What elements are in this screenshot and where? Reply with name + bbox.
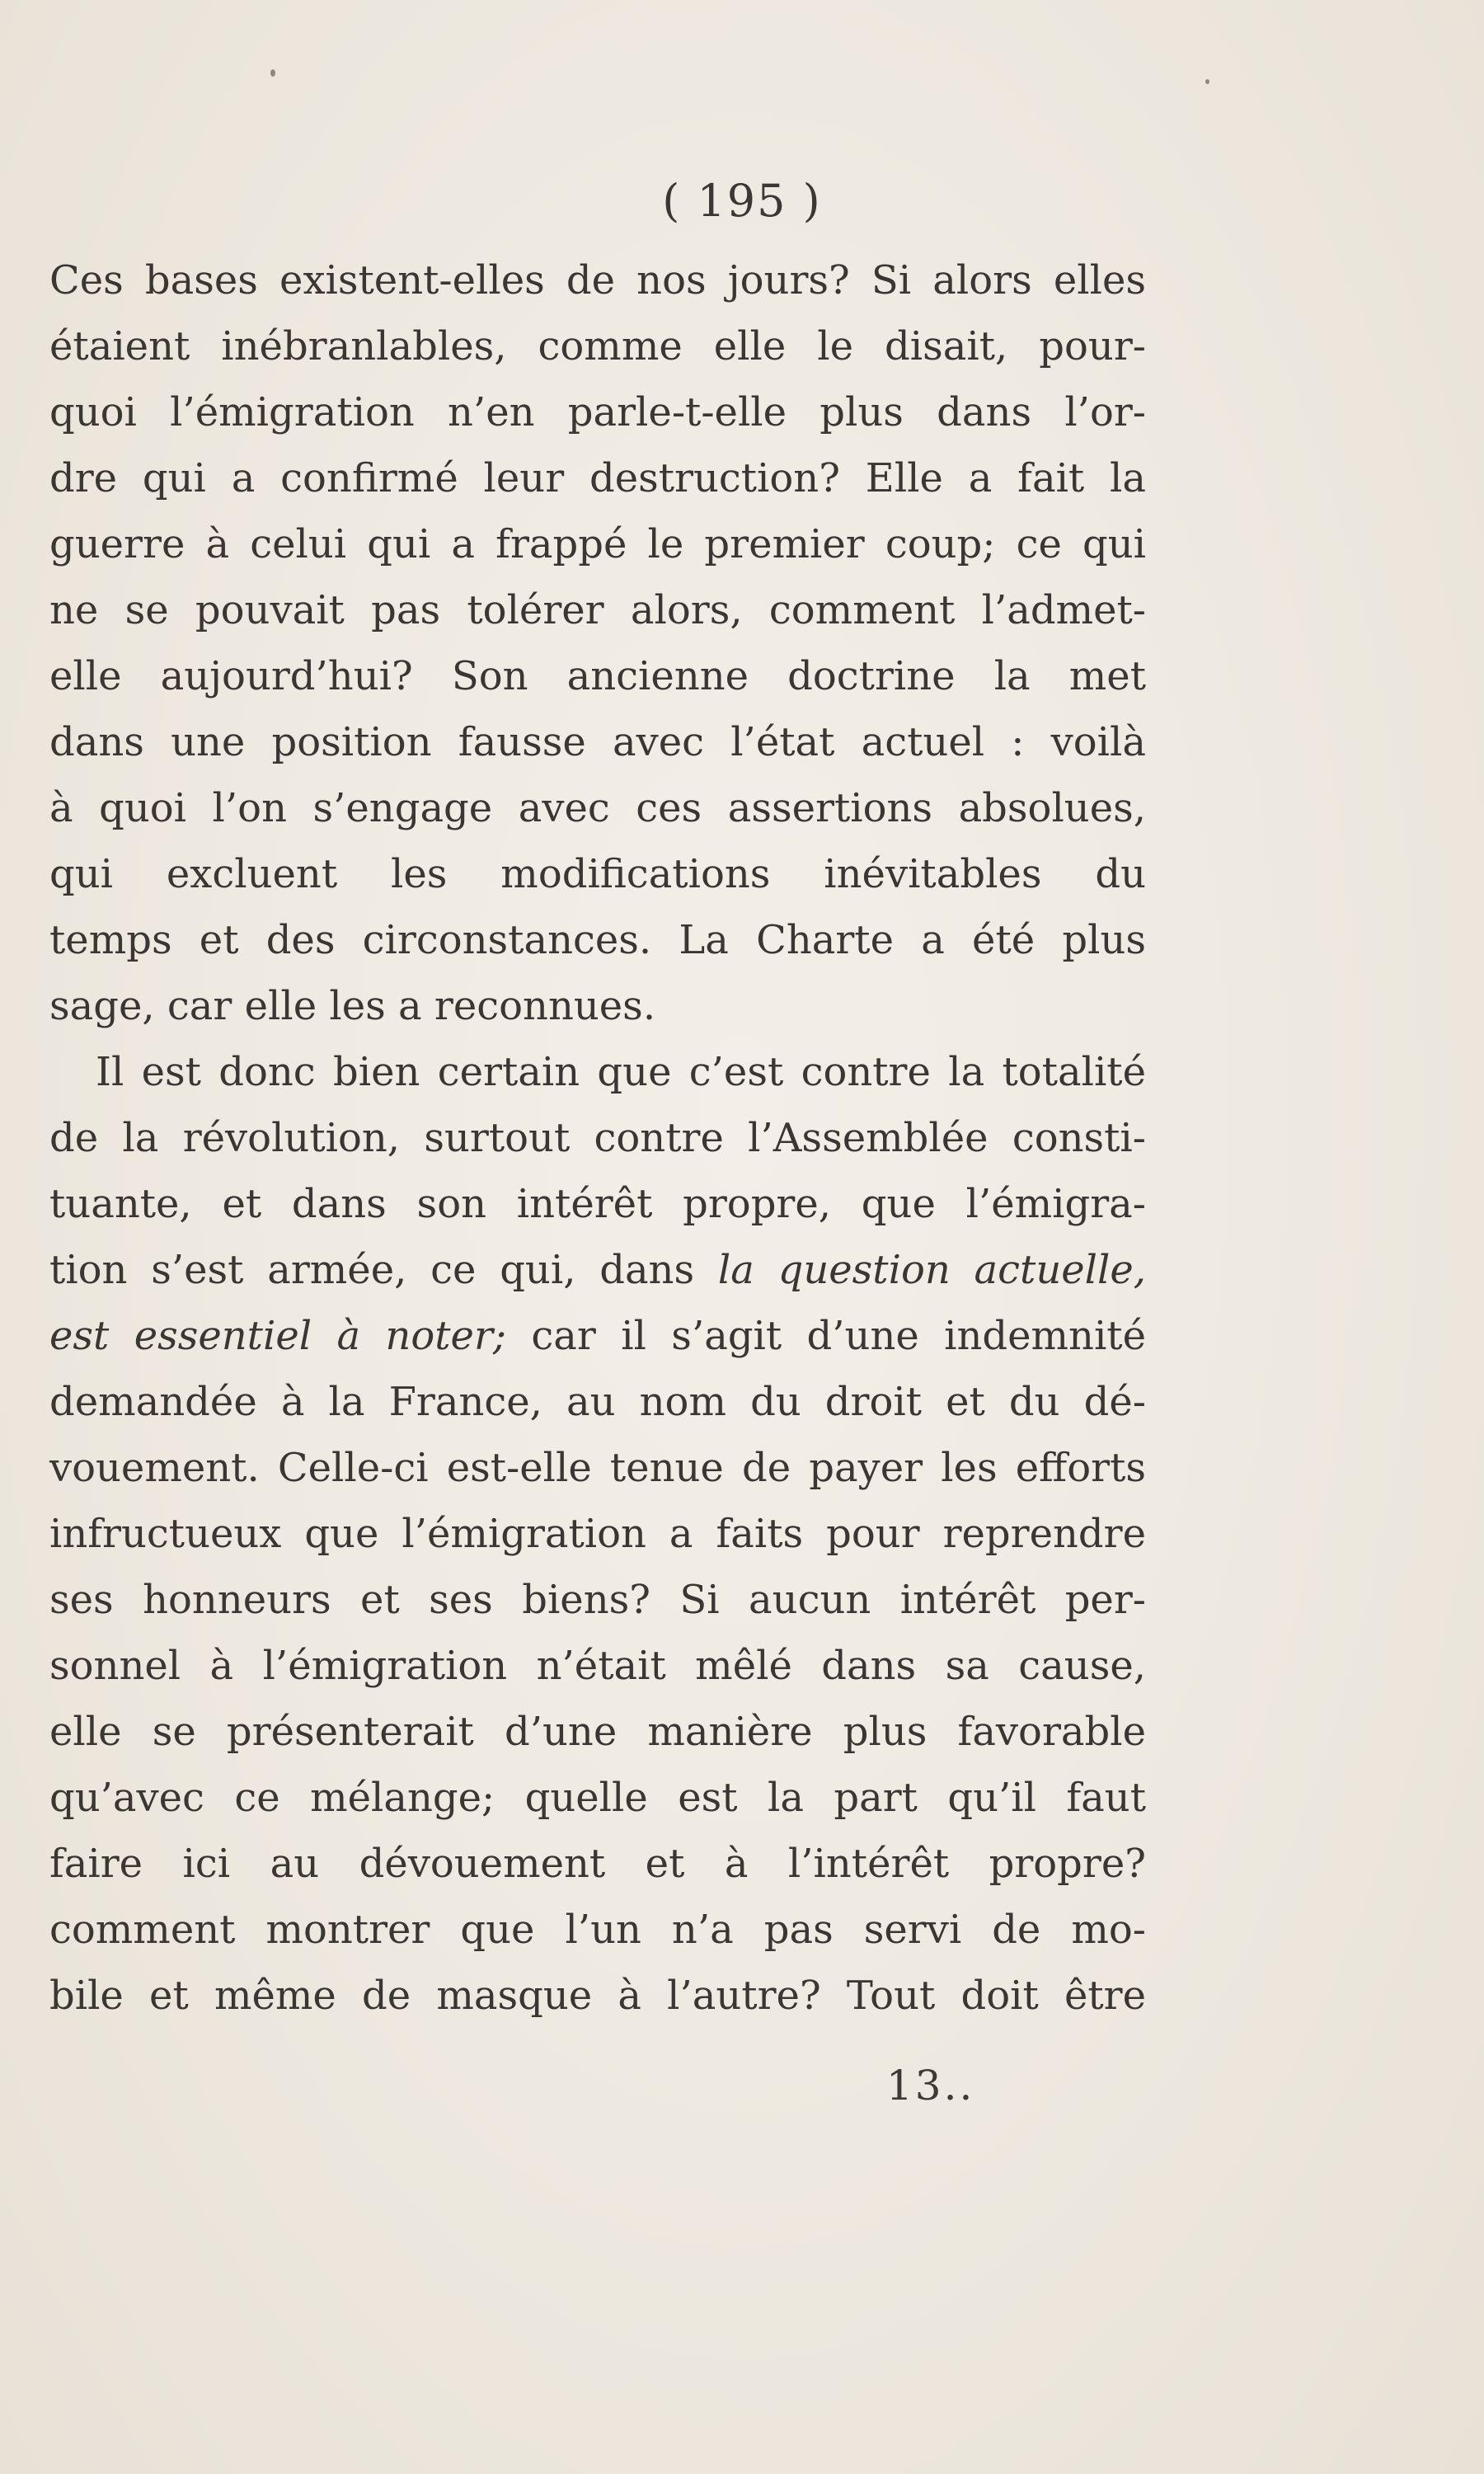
- text-line: guerre à celui qui a frappé le premier coup; ce qui: [49, 521, 1146, 567]
- text-line: dans une position fausse avec l’état actuel : voilà: [49, 719, 1146, 765]
- text-line: quoi l’émigration n’en parle-t-elle plus dans l’or-: [49, 389, 1146, 435]
- signature-mark: 13..: [886, 2062, 975, 2109]
- text-line: faire ici au dévouement et à l’intérêt propre?: [49, 1841, 1146, 1887]
- text-line: elle aujourd’hui? Son ancienne doctrine la met: [49, 653, 1146, 699]
- paragraph-2: [49, 1039, 1146, 2029]
- paragraph-1: [49, 247, 1146, 1039]
- page-number-header: ( 195 ): [662, 175, 822, 227]
- text-line: est essentiel à noter; car il s’agit d’une indemnité: [49, 1313, 1147, 1359]
- page-body: [49, 247, 1146, 2029]
- text-line: qui excluent les modifications inévitables du: [49, 851, 1146, 897]
- text-line: étaient inébranlables, comme elle le disait, pour-: [49, 323, 1146, 369]
- italic-text: la question actuelle,: [717, 1247, 1147, 1293]
- text-line: dre qui a confirmé leur destruction? Elle a fait la: [49, 455, 1146, 501]
- text-line: de la révolution, surtout contre l’Assemblée consti-: [49, 1115, 1146, 1161]
- text-line: tuante, et dans son intérêt propre, que l’émigra-: [49, 1181, 1146, 1227]
- text-line: qu’avec ce mélange; quelle est la part qu’il faut: [49, 1775, 1146, 1821]
- scan-speck: [270, 69, 275, 77]
- text-line: demandée à la France, au nom du droit et du dé-: [49, 1379, 1146, 1425]
- text-line: tion s’est armée, ce qui, dans la question actuelle,: [49, 1247, 1147, 1293]
- text-line: sage, car elle les a reconnues.: [49, 983, 656, 1029]
- text-line: ses honneurs et ses biens? Si aucun intérêt per-: [49, 1577, 1146, 1623]
- text-line: infructueux que l’émigration a faits pour reprendre: [49, 1511, 1146, 1557]
- text-line: temps et des circonstances. La Charte a été plus: [49, 917, 1146, 963]
- text-line: elle se présenterait d’une manière plus favorable: [49, 1709, 1146, 1755]
- text-line: sonnel à l’émigration n’était mêlé dans sa cause,: [49, 1643, 1146, 1689]
- text-line: bile et même de masque à l’autre? Tout doit être: [49, 1973, 1146, 2019]
- text-line: Il est donc bien certain que c’est contre la totalité: [96, 1049, 1146, 1095]
- scan-speck: [1205, 79, 1209, 84]
- text-line: vouement. Celle-ci est-elle tenue de payer les efforts: [49, 1445, 1146, 1491]
- text-line: comment montrer que l’un n’a pas servi de mo-: [49, 1907, 1146, 1953]
- text-line: Ces bases existent-elles de nos jours? Si alors elles: [49, 257, 1146, 303]
- italic-text: est essentiel à noter;: [49, 1313, 507, 1359]
- text-line: ne se pouvait pas tolérer alors, comment l’admet-: [49, 587, 1146, 633]
- text-line: à quoi l’on s’engage avec ces assertions absolues,: [49, 785, 1146, 831]
